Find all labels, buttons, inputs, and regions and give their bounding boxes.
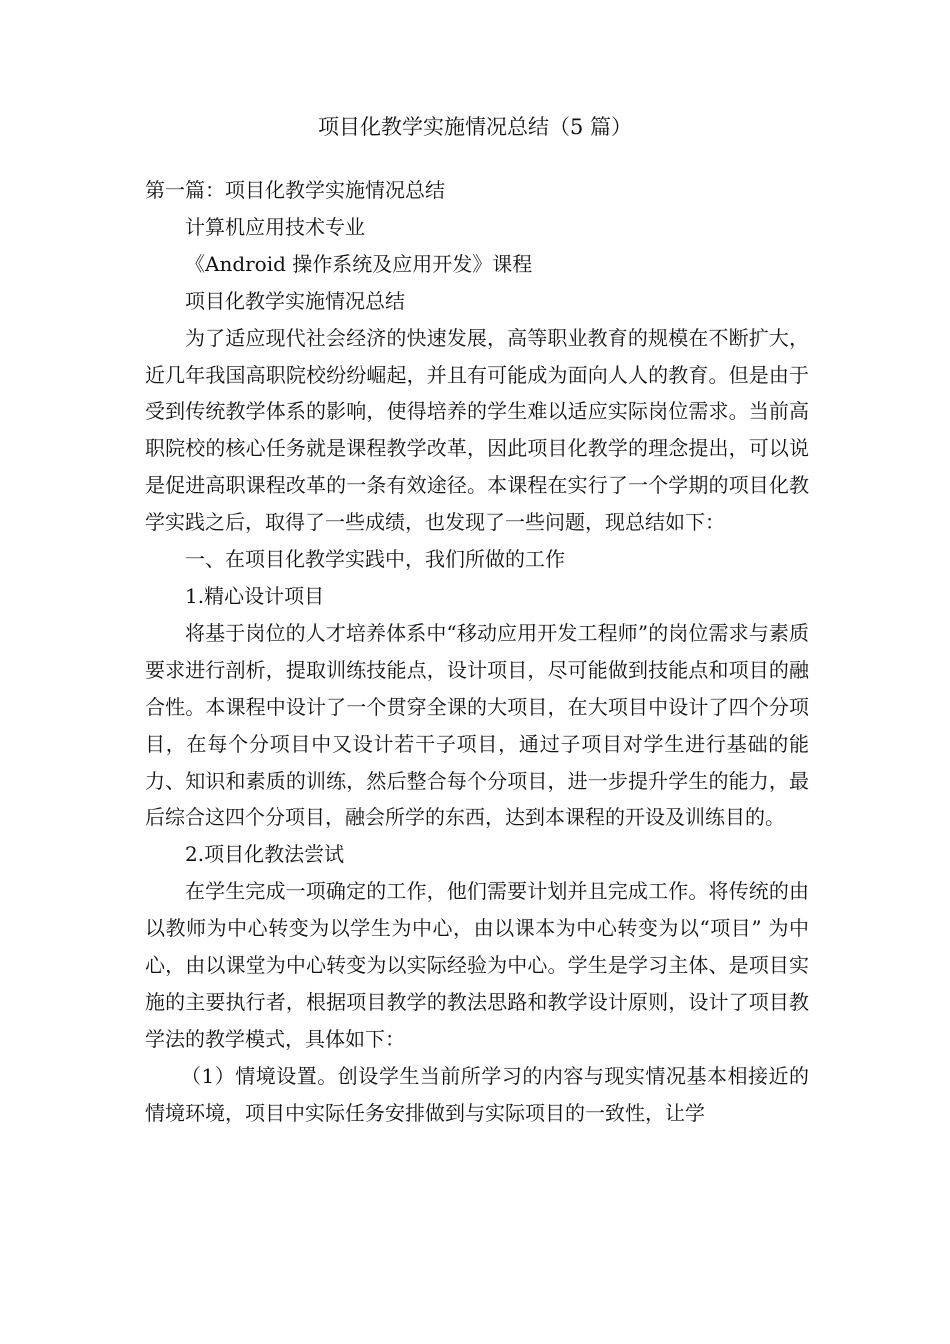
paragraph-teaching-method: 在学生完成一项确定的工作，他们需要计划并且完成工作。将传统的由以教师为中心转变为以学生为中心，由以课本为中心转变为以“项目” 为中心，由以课堂为中心转变为以实际经验为中心。学生是学习主体、是项目实施的主要执行者，根据项目教学的教法思路和教学设计原则，设计了项目教学法的教学模式，具体如下： xyxy=(145,879,809,1051)
section-heading: 第一篇：项目化教学实施情况总结 xyxy=(145,178,445,202)
heading-design-project: 1.精心设计项目 xyxy=(185,583,325,608)
paragraph-design-project: 将基于岗位的人才培养体系中“移动应用开发工程师”的岗位需求与素质要求进行剖析，提取训练技能点，设计项目，尽可能做到技能点和项目的融合性。本课程中设计了一个贯穿全课的大项目，在大项目中设计了四个分项目，在每个分项目中又设计若干子项目，通过子项目对学生进行基础的能力、知识和素质的训练，然后整合每个分项目，进一步提升学生的能力，最后综合这四个分项目，融会所学的东西，达到本课程的开设及训练目的。 xyxy=(145,620,809,830)
document-title: 项目化教学实施情况总结（5 篇） xyxy=(317,115,633,139)
paragraph-situation-setting: （1）情境设置。创设学生当前所学习的内容与现实情况基本相接近的情境环境，项目中实际任务安排做到与实际项目的一致性，让学 xyxy=(145,1063,809,1125)
major-name: 计算机应用技术专业 xyxy=(185,214,365,239)
document-body xyxy=(145,172,809,1132)
report-subtitle: 项目化教学实施情况总结 xyxy=(185,288,405,313)
paragraph-intro: 为了适应现代社会经济的快速发展，高等职业教育的规模在不断扩大，近几年我国高职院校纷纷崛起，并且有可能成为面向人人的教育。但是由于受到传统教学体系的影响，使得培养的学生难以适应实际岗位需求。当前高职院校的核心任务就是课程教学改革，因此项目化教学的理念提出，可以说是促进高职课程改革的一条有效途径。本课程在实行了一个学期的项目化教学实践之后，取得了一些成绩，也发现了一些问题，现总结如下： xyxy=(145,325,809,535)
heading-teaching-method: 2.项目化教法尝试 xyxy=(185,842,345,867)
heading-work-done: 一、在项目化教学实践中，我们所做的工作 xyxy=(185,547,565,572)
course-name: 《Android 操作系统及应用开发》课程 xyxy=(185,251,533,276)
